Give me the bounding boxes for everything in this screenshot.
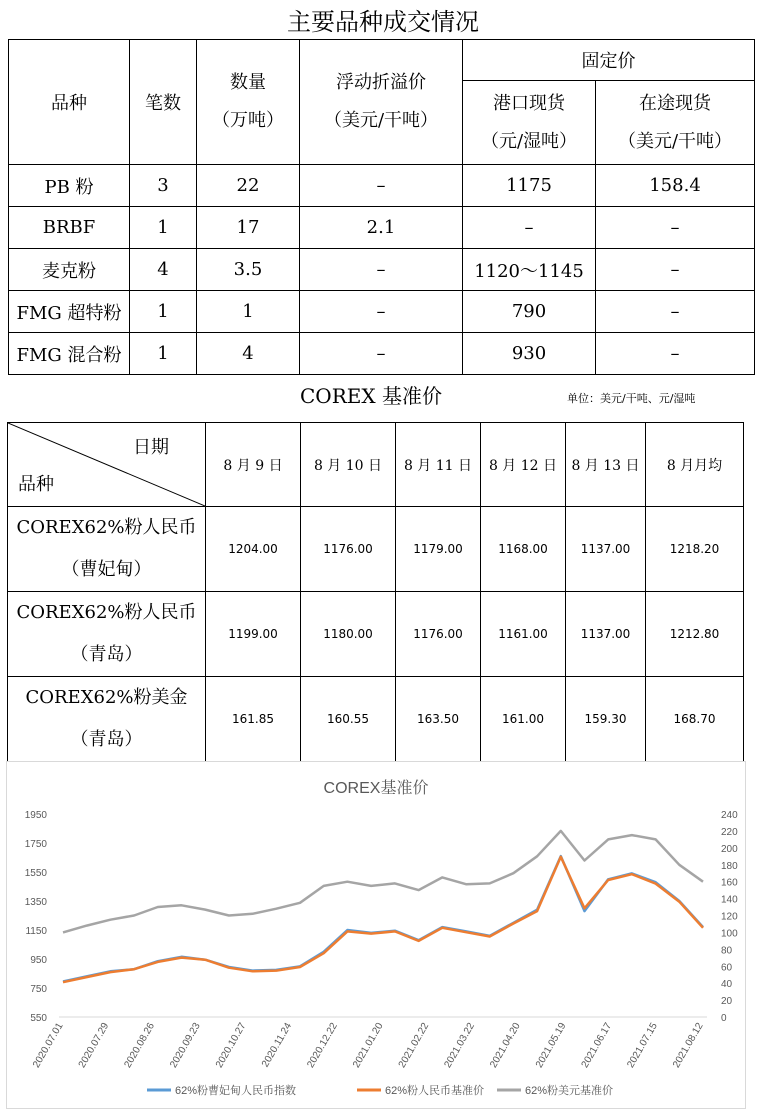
row-name-line1: COREX62%粉人民币 xyxy=(16,602,197,623)
x-tick-label: 2021.04.20 xyxy=(488,1021,523,1070)
date-header: 8 月 11 日 xyxy=(396,423,481,507)
cell-variety: 麦克粉 xyxy=(9,249,130,291)
header-qty-line1: 数量 xyxy=(230,72,266,93)
x-tick-label: 2021.03.22 xyxy=(442,1021,478,1070)
x-tick-label: 2021.06.17 xyxy=(579,1021,615,1070)
cell-port: 930 xyxy=(463,333,596,375)
cell-variety: FMG 混合粉 xyxy=(9,333,130,375)
header-qty xyxy=(197,40,300,165)
price-cell: 163.50 xyxy=(396,677,481,762)
table-row xyxy=(8,677,744,762)
x-tick-label: 2021.07.15 xyxy=(625,1021,660,1070)
cell-variety: PB 粉 xyxy=(9,165,130,207)
corner-date-label: 日期 xyxy=(133,437,169,458)
date-header: 8 月 9 日 xyxy=(206,423,301,507)
series-line xyxy=(63,857,703,982)
main-title: 主要品种成交情况 xyxy=(287,8,479,36)
y-left-tick-label: 950 xyxy=(30,955,47,966)
x-tick-label: 2021.08.12 xyxy=(671,1021,706,1070)
cell-transit: 158.4 xyxy=(596,165,755,207)
y-right-tick-label: 220 xyxy=(721,826,738,838)
table-row xyxy=(9,249,755,291)
row-name-line1: COREX62%粉美金 xyxy=(25,687,188,708)
price-cell: 168.70 xyxy=(646,677,744,762)
cell-qty: 17 xyxy=(197,207,300,249)
cell-qty: 3.5 xyxy=(197,249,300,291)
chart-title: COREX基准价 xyxy=(323,780,429,797)
header-transit-line2: （美元/干吨） xyxy=(617,130,733,152)
price-cell: 1199.00 xyxy=(206,592,301,677)
price-cell: 1161.00 xyxy=(481,592,566,677)
cell-count: 4 xyxy=(130,249,197,291)
header-float xyxy=(300,40,463,165)
y-left-tick-label: 750 xyxy=(30,984,47,995)
chart-canvas xyxy=(7,762,745,1108)
row-name xyxy=(8,677,206,762)
table-row xyxy=(8,592,744,677)
corex-line-chart xyxy=(6,761,746,1109)
legend-label: 62%粉美元基准价 xyxy=(525,1085,614,1097)
table-row xyxy=(8,507,744,592)
y-right-tick-label: 40 xyxy=(721,979,733,991)
x-tick-label: 2020.12.22 xyxy=(305,1021,340,1070)
cell-port: 1120～1145 xyxy=(463,249,596,291)
row-name xyxy=(8,592,206,677)
x-tick-label: 2021.02.22 xyxy=(396,1021,432,1070)
header-port-line1: 港口现货 xyxy=(493,92,565,114)
price-cell: 1218.20 xyxy=(646,507,744,592)
date-header: 8 月 13 日 xyxy=(566,423,646,507)
header-port xyxy=(463,81,596,165)
cell-float: – xyxy=(300,291,463,333)
y-right-tick-label: 180 xyxy=(721,860,738,872)
y-left-tick-label: 1950 xyxy=(24,810,47,821)
x-tick-label: 2020.10.27 xyxy=(213,1021,249,1070)
price-cell: 1168.00 xyxy=(481,507,566,592)
y-left-tick-label: 1750 xyxy=(24,839,47,850)
price-cell: 1137.00 xyxy=(566,507,646,592)
row-name-line2: （青岛） xyxy=(70,729,143,750)
y-right-tick-label: 20 xyxy=(721,996,733,1008)
cell-count: 1 xyxy=(130,333,197,375)
cell-transit: – xyxy=(596,207,755,249)
corex-title: COREX 基准价 xyxy=(300,384,442,408)
y-right-tick-label: 200 xyxy=(721,843,738,855)
x-tick-label: 2020.11.24 xyxy=(259,1021,295,1070)
cell-port: – xyxy=(463,207,596,249)
header-transit xyxy=(596,81,755,165)
y-left-tick-label: 1350 xyxy=(24,897,47,908)
cell-count: 3 xyxy=(130,165,197,207)
price-cell: 161.00 xyxy=(481,677,566,762)
row-name-line1: COREX62%粉人民币 xyxy=(16,517,197,538)
table-row xyxy=(9,207,755,249)
table-row xyxy=(9,291,755,333)
price-cell: 1212.80 xyxy=(646,592,744,677)
header-count: 笔数 xyxy=(130,40,197,165)
y-right-tick-label: 240 xyxy=(721,810,738,821)
cell-float: 2.1 xyxy=(300,207,463,249)
table-row xyxy=(9,165,755,207)
header-transit-line1: 在途现货 xyxy=(639,92,711,114)
price-cell: 1179.00 xyxy=(396,507,481,592)
unit-note: 单位：美元/干吨、元/湿吨 xyxy=(567,392,696,405)
price-cell: 1137.00 xyxy=(566,592,646,677)
cell-float: – xyxy=(300,249,463,291)
price-cell: 1176.00 xyxy=(396,592,481,677)
cell-qty: 4 xyxy=(197,333,300,375)
y-right-tick-label: 60 xyxy=(721,962,733,974)
header-port-line2: （元/湿吨） xyxy=(480,130,578,152)
header-qty-line2: （万吨） xyxy=(212,110,284,131)
header-float-line1: 浮动折溢价 xyxy=(336,72,426,93)
x-tick-label: 2020.08.26 xyxy=(122,1021,158,1070)
table-row xyxy=(9,333,755,375)
header-fixed: 固定价 xyxy=(463,40,755,81)
y-right-tick-label: 0 xyxy=(721,1013,727,1024)
header-variety: 品种 xyxy=(9,40,130,165)
row-name-line2: （青岛） xyxy=(70,644,143,665)
corner-variety-label: 品种 xyxy=(18,474,54,495)
x-tick-label: 2020.07.01 xyxy=(31,1021,66,1070)
y-right-tick-label: 80 xyxy=(721,945,733,957)
cell-transit: – xyxy=(596,249,755,291)
y-left-tick-label: 1550 xyxy=(24,868,47,879)
cell-float: – xyxy=(300,165,463,207)
price-cell: 159.30 xyxy=(566,677,646,762)
cell-qty: 1 xyxy=(197,291,300,333)
cell-transit: – xyxy=(596,333,755,375)
price-cell: 1176.00 xyxy=(301,507,396,592)
price-cell: 161.85 xyxy=(206,677,301,762)
cell-port: 790 xyxy=(463,291,596,333)
legend-label: 62%粉人民币基准价 xyxy=(385,1085,485,1097)
cell-variety: BRBF xyxy=(9,207,130,249)
date-header: 8 月 10 日 xyxy=(301,423,396,507)
y-right-tick-label: 160 xyxy=(721,877,738,889)
price-cell: 1180.00 xyxy=(301,592,396,677)
y-left-tick-label: 1150 xyxy=(25,926,47,937)
corex-table xyxy=(7,422,744,762)
header-float-line2: （美元/干吨） xyxy=(323,110,439,131)
x-tick-label: 2021.01.20 xyxy=(351,1021,386,1070)
x-tick-label: 2020.09.23 xyxy=(168,1021,203,1070)
cell-qty: 22 xyxy=(197,165,300,207)
legend-label: 62%粉曹妃甸人民币指数 xyxy=(175,1085,297,1097)
row-name-line2: （曹妃甸） xyxy=(61,559,152,580)
price-cell: 1204.00 xyxy=(206,507,301,592)
date-header: 8 月月均 xyxy=(646,423,744,507)
cell-count: 1 xyxy=(130,291,197,333)
cell-count: 1 xyxy=(130,207,197,249)
price-cell: 160.55 xyxy=(301,677,396,762)
x-tick-label: 2020.07.29 xyxy=(76,1021,112,1070)
cell-transit: – xyxy=(596,291,755,333)
y-right-tick-label: 120 xyxy=(721,911,738,923)
cell-float: – xyxy=(300,333,463,375)
cell-variety: FMG 超特粉 xyxy=(9,291,130,333)
deal-table xyxy=(8,39,755,375)
y-right-tick-label: 100 xyxy=(721,928,738,940)
date-header: 8 月 12 日 xyxy=(481,423,566,507)
y-right-tick-label: 140 xyxy=(721,894,738,906)
row-name xyxy=(8,507,206,592)
x-tick-label: 2021.05.19 xyxy=(533,1021,569,1070)
cell-port: 1175 xyxy=(463,165,596,207)
corner-cell xyxy=(8,423,206,507)
y-left-tick-label: 550 xyxy=(30,1013,47,1024)
